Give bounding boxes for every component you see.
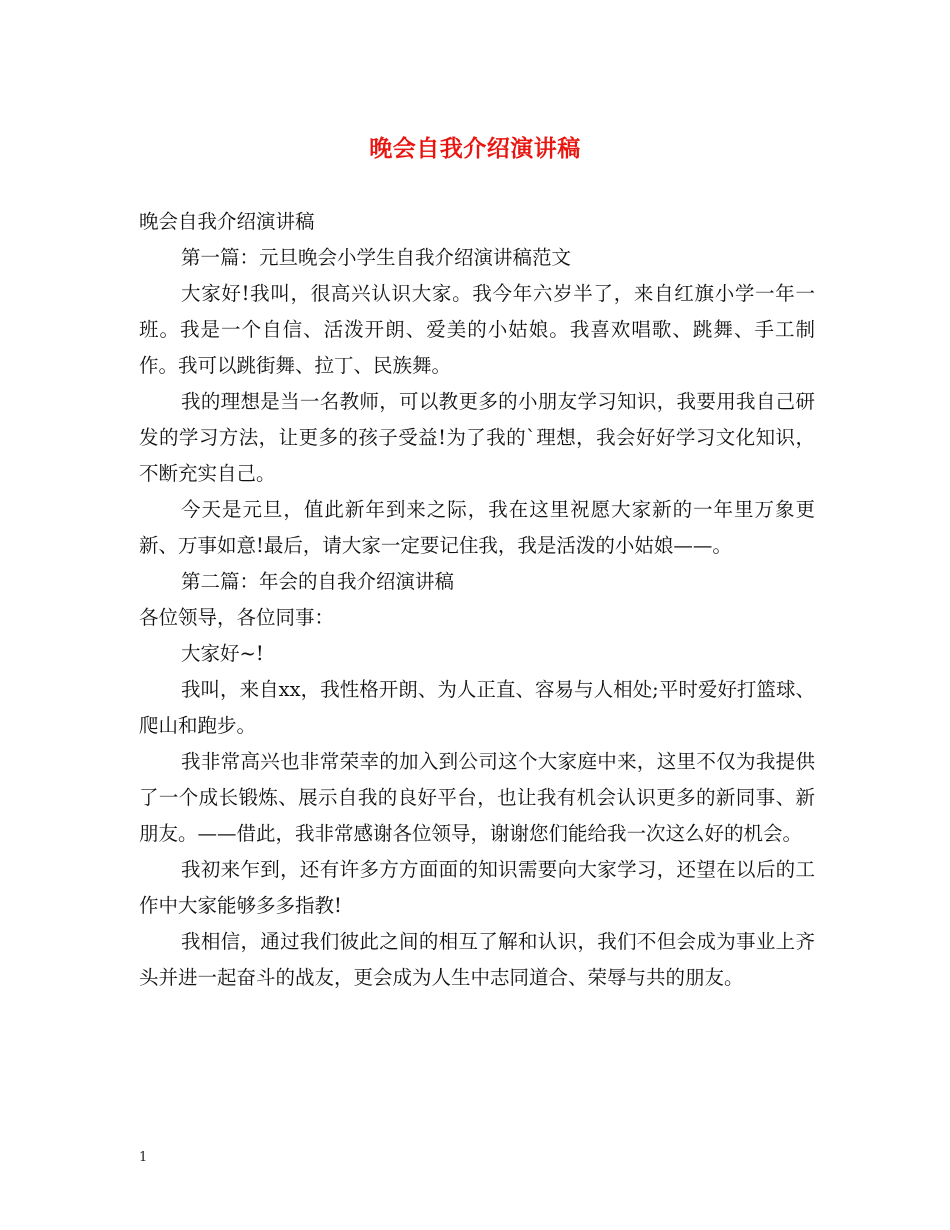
paragraph: 大家好!我叫，很高兴认识大家。我今年六岁半了，来自红旗小学一年一班。我是一个自信、活泼开朗、爱美的小姑娘。我喜欢唱歌、跳舞、手工制作。我可以跳街舞、拉丁、民族舞。 (139, 282, 815, 377)
paragraph: 我相信，通过我们彼此之间的相互了解和认识，我们不但会成为事业上齐头并进一起奋斗的战友，更会成为人生中志同道合、荣辱与共的朋友。 (139, 930, 815, 989)
document-body (139, 204, 815, 996)
paragraph: 我非常高兴也非常荣幸的加入到公司这个大家庭中来，这里不仅为我提供了一个成长锻炼、展示自我的良好平台，也让我有机会认识更多的新同事、新朋友。——借此，我非常感谢各位领导，谢谢您们能给我一次这么好的机会。 (139, 750, 815, 845)
section-heading: 第二篇：年会的自我介绍演讲稿 (181, 570, 455, 593)
paragraph: 我的理想是当一名教师，可以教更多的小朋友学习知识，我要用我自己研发的学习方法，让更多的孩子受益!为了我的`理想，我会好好学习文化知识，不断充实自己。 (139, 390, 815, 485)
paragraph: 晚会自我介绍演讲稿 (139, 210, 315, 233)
paragraph: 大家好~! (181, 642, 264, 665)
paragraph: 我初来乍到，还有许多方方面面的知识需要向大家学习，还望在以后的工作中大家能够多多指教! (139, 858, 815, 917)
salutation: 各位领导，各位同事： (139, 606, 335, 629)
document-title: 晚会自我介绍演讲稿 (369, 135, 581, 162)
section-heading: 第一篇：元旦晚会小学生自我介绍演讲稿范文 (181, 246, 572, 269)
paragraph: 今天是元旦，值此新年到来之际，我在这里祝愿大家新的一年里万象更新、万事如意!最后，请大家一定要记住我，我是活泼的小姑娘——。 (139, 498, 815, 557)
page-number: 1 (139, 1150, 148, 1165)
paragraph: 我叫，来自xx，我性格开朗、为人正直、容易与人相处;平时爱好打篮球、爬山和跑步。 (139, 678, 815, 737)
